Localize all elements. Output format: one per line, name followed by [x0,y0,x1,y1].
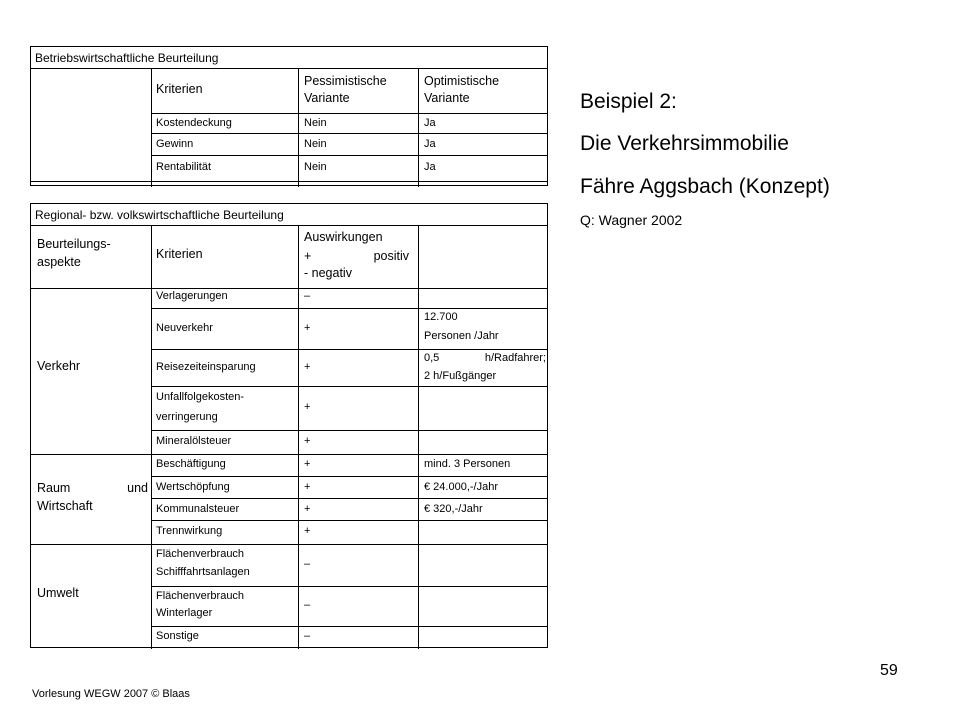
group-raum-word: Raum [37,481,71,495]
row-neuverkehr-k: Neuverkehr [156,322,213,334]
positiv-label: positiv [373,249,409,263]
table2-title: Regional- bzw. volkswirtschaftliche Beurteilung [31,204,547,226]
group-wirtschaft: Wirtschaft [37,499,93,513]
row-flaeche-schiff-k2: Schifffahrtsanlagen [156,566,250,578]
table-betriebswirtschaftlich [30,46,548,186]
row-wertschoepfung-v: € 24.000,-/Jahr [424,481,498,493]
row-reisezeit-v1b: h/Radfahrer; [484,352,546,364]
table1-row-kriterium: Rentabilität [156,161,212,173]
table1-header-kriterien: Kriterien [156,82,203,96]
group-raum [34,480,150,497]
row-reisezeit-v1a: 0,5 [424,352,440,364]
table1-row-pess: Nein [304,161,327,173]
row-kommunalsteuer-k: Kommunalsteuer [156,503,240,515]
table1-header-opt1: Optimistische [424,74,500,88]
row-unfall-p: + [304,401,311,413]
row-flaeche-winter-p: – [304,599,311,611]
row-unfall-k2: verringerung [156,411,218,423]
side-source: Q: Wagner 2002 [580,212,683,228]
table-volkswirtschaftlich [30,203,548,648]
row-neuverkehr-p: + [304,322,311,334]
row-flaeche-schiff-p: – [304,558,311,570]
table1-row-opt: Ja [424,161,436,173]
table2-header-auswirkungen: Auswirkungen [304,230,383,244]
side-line3: Fähre Aggsbach (Konzept) [580,175,830,198]
table1-row-pess: Nein [304,117,327,129]
table2-header-positiv [301,248,409,265]
group-verkehr: Verkehr [37,359,81,373]
row-wertschoepfung-p: + [304,481,311,493]
row-sonstige-k: Sonstige [156,630,199,642]
table1-row-kriterium: Kostendeckung [156,117,232,129]
row-beschaeftigung-k: Beschäftigung [156,458,226,470]
row-reisezeit-p: + [304,361,311,373]
table1-row-kriterium: Gewinn [156,138,194,150]
row-kommunalsteuer-v: € 320,-/Jahr [424,503,483,515]
row-mineraloel-p: + [304,435,311,447]
side-line2: Die Verkehrsimmobilie [580,132,789,155]
row-reisezeit-k: Reisezeiteinsparung [156,361,256,373]
table1-row-opt: Ja [424,138,436,150]
table1-header-opt2: Variante [424,91,470,105]
row-neuverkehr-v1: 12.700 [424,311,458,323]
table2-header-negativ: - negativ [304,266,352,280]
row-neuverkehr-v2: Personen /Jahr [424,330,499,342]
row-flaeche-winter-k2: Winterlager [156,607,213,619]
group-umwelt: Umwelt [37,586,79,600]
row-flaeche-winter-k1: Flächenverbrauch [156,590,245,602]
table1-header-pess1: Pessimistische [304,74,387,88]
row-beschaeftigung-v: mind. 3 Personen [424,458,511,470]
table1-row-pess: Nein [304,138,327,150]
row-wertschoepfung-k: Wertschöpfung [156,481,230,493]
side-line1: Beispiel 2: [580,90,677,113]
page-number: 59 [880,662,898,679]
row-kommunalsteuer-p: + [304,503,311,515]
table1-title: Betriebswirtschaftliche Beurteilung [31,47,547,69]
row-flaeche-schiff-k1: Flächenverbrauch [156,548,245,560]
row-beschaeftigung-p: + [304,458,311,470]
row-sonstige-p: – [304,630,311,642]
table2-header-aspekte2: aspekte [37,255,81,269]
plus-sign: + [304,249,312,263]
row-trennwirkung-p: + [304,525,311,537]
row-mineraloel-k: Mineralölsteuer [156,435,232,447]
table1-row-opt: Ja [424,117,436,129]
table2-header-aspekte1: Beurteilungs- [37,237,111,251]
table1-header-pess2: Variante [304,91,350,105]
row-verlagerungen-k: Verlagerungen [156,290,228,302]
row-reisezeit-v1 [421,348,546,368]
row-reisezeit-v2: 2 h/Fußgänger [424,370,497,382]
footer-left: Vorlesung WEGW 2007 © Blaas [32,688,190,700]
row-trennwirkung-k: Trennwirkung [156,525,223,537]
group-raum-und: und [127,481,148,495]
row-verlagerungen-p: – [304,290,311,302]
table2-header-kriterien: Kriterien [156,247,203,261]
row-unfall-k1: Unfallfolgekosten- [156,391,245,403]
